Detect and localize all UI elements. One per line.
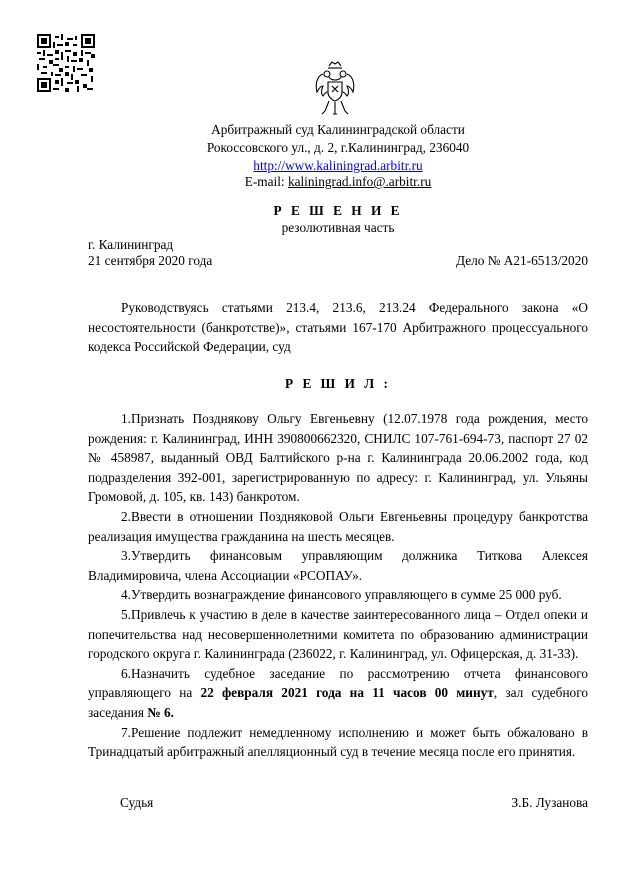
date-case-row bbox=[88, 252, 588, 270]
court-website-link[interactable]: http://www.kaliningrad.arbitr.ru bbox=[253, 158, 423, 173]
item-6-text-2: , зал судебного заседания bbox=[88, 685, 588, 720]
doc-subtitle: резолютивная часть bbox=[281, 220, 395, 235]
doc-title: Р Е Ш Е Н И Е bbox=[273, 203, 403, 218]
hearing-date: 22 февраля 2021 года на 11 часов 00 минут bbox=[200, 685, 494, 701]
decided-heading: Р Е Ш И Л : bbox=[285, 376, 391, 391]
item-3: 3.Утвердить финансовым управляющим должника Титкова Алексея Владимировича, члена Ассоциации «РСОПАУ». bbox=[88, 548, 588, 583]
signature-name: З.Б. Лузанова bbox=[511, 795, 588, 810]
item-2: 2.Ввести в отношении Поздняковой Ольги Евгеньевны процедуру банкротства реализация имущества гражданина на шесть месяцев. bbox=[88, 508, 588, 544]
court-address: Рокоссовского ул., д. 2, г.Калининград, 236040 bbox=[206, 140, 470, 155]
item-7: 7.Решение подлежит немедленному исполнению и может быть обжаловано в Тринадцатый арбитражный апелляционный суд в течение месяца после его принятия. bbox=[88, 724, 588, 760]
item-6 bbox=[88, 664, 588, 723]
email-label: E-mail: bbox=[244, 174, 285, 189]
item-4: 4.Утвердить вознаграждение финансового управляющего в сумме 25 000 руб. bbox=[121, 587, 562, 603]
signature-row bbox=[88, 794, 588, 812]
signature-role: Судья bbox=[120, 795, 154, 810]
court-name: Арбитражный суд Калининградской области bbox=[211, 122, 465, 137]
case-number: Дело № А21-6513/2020 bbox=[456, 253, 588, 268]
item-5: 5.Привлечь к участию в деле в качестве заинтересованного лица – Отдел опеки и попечительства над несовершеннолетними комитета по образованию администрации городского округа г. Калининграда (236022, г. Калининград, ул. Офицерская, д. 31-33). bbox=[88, 606, 588, 662]
doc-date: 21 сентября 2020 года bbox=[88, 253, 213, 268]
courtroom-number: № 6. bbox=[147, 704, 174, 720]
court-email-link[interactable]: kaliningrad.info@.arbitr.ru bbox=[287, 174, 432, 189]
doc-city: г. Калининград bbox=[88, 237, 174, 252]
item-6-text: 6.Назначить судебное заседание по рассмотрению отчета финансового управляющего на bbox=[88, 665, 588, 701]
qr-code bbox=[37, 34, 95, 92]
resolution-items bbox=[88, 409, 588, 762]
court-email-line bbox=[88, 173, 588, 191]
coat-of-arms-icon bbox=[313, 60, 357, 118]
preamble: Руководствуясь статьями 213.4, 213.6, 213.24 Федерального закона «О несостоятельности (банкротстве)», статьями 167-170 Арбитражного процессуального кодекса Российской Федерации, суд bbox=[88, 300, 588, 355]
item-1: 1.Признать Позднякову Ольгу Евгеньевну (12.07.1978 года рождения, место рождения: г. Калининград, ИНН 390800662320, СНИЛС 107-761-694-73, паспорт 27 02 № 458987, выданный ОВД Балтийского р-на г. Калининграда 20.06.2002 года, код подразделения 392-001, зарегистрированную по адресу: г. Калининград, ул. Ульяны Громовой, д. 105, кв. 143) банкротом. bbox=[88, 411, 588, 505]
